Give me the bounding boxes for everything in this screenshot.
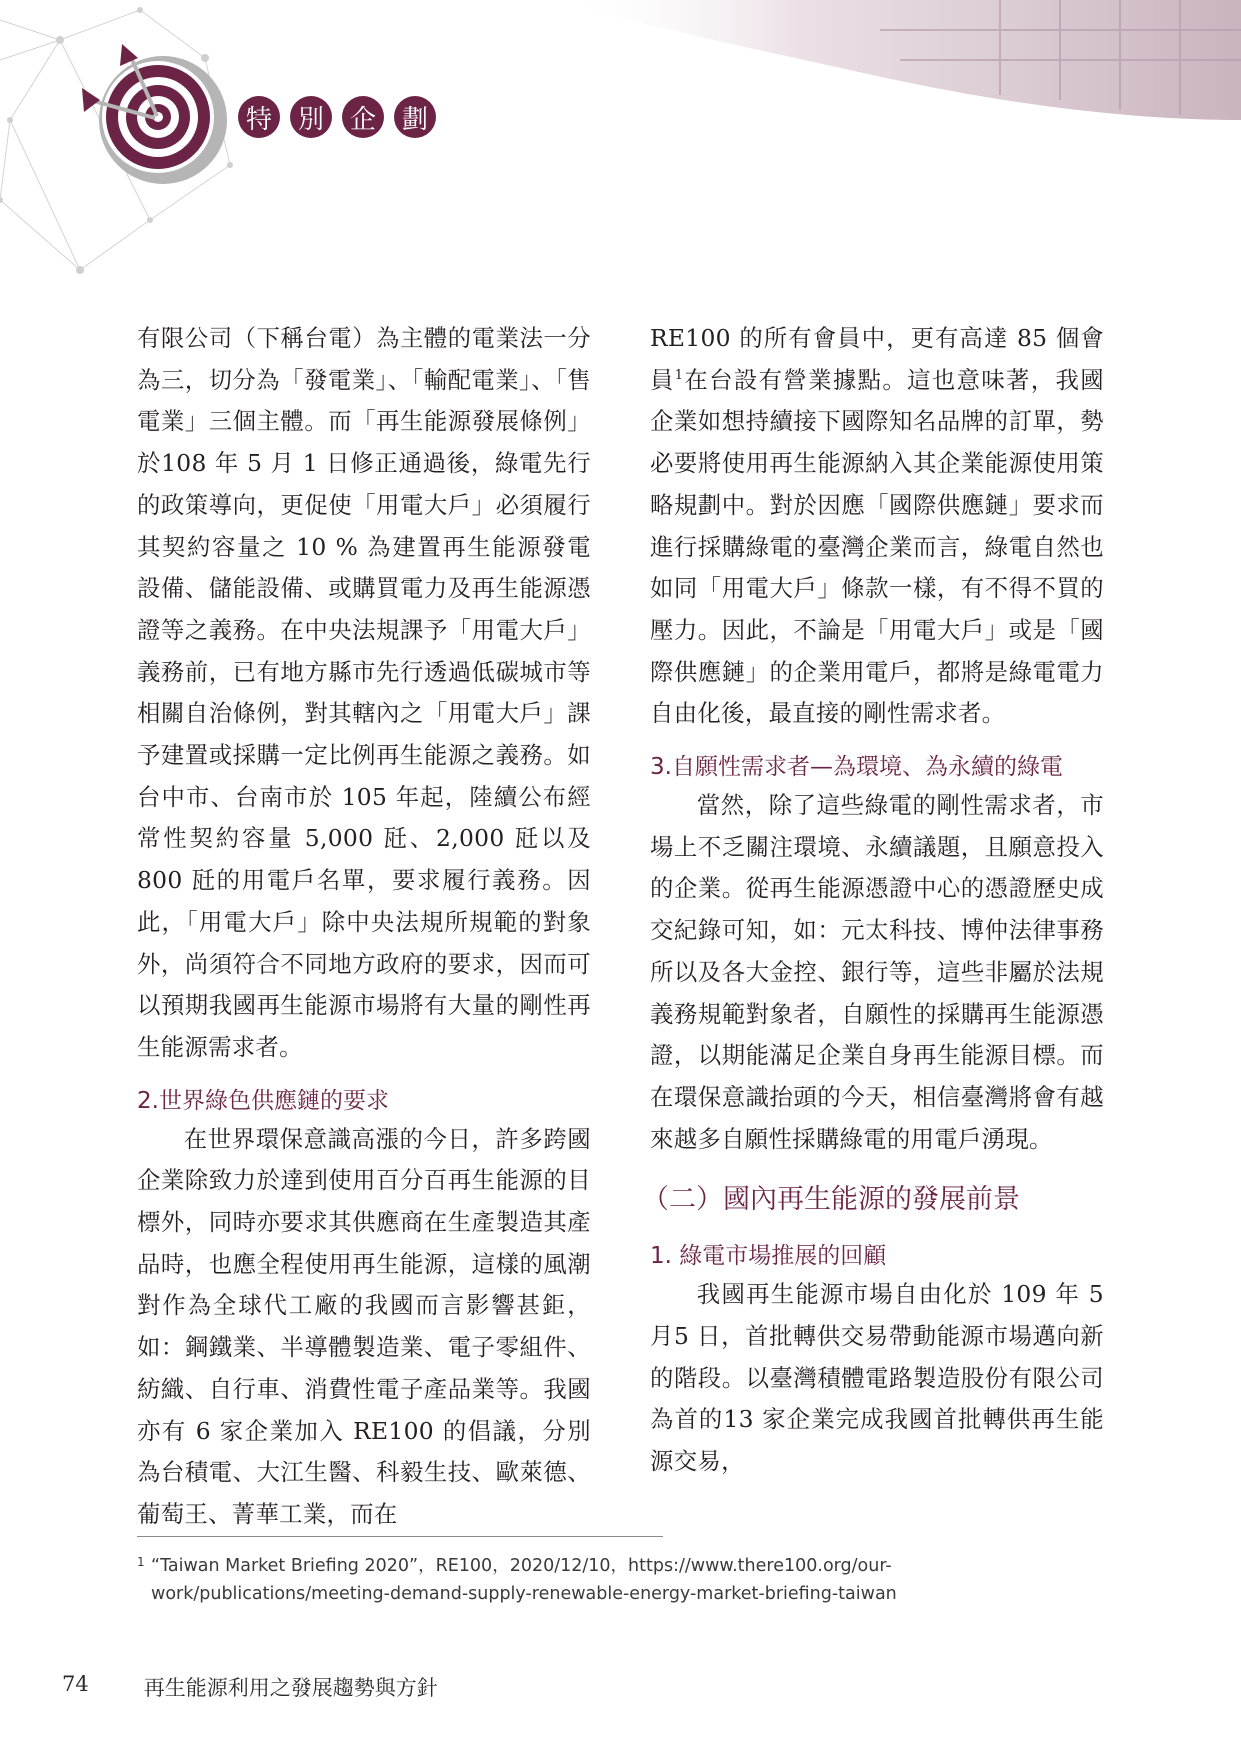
section-badges [238,96,436,138]
body-paragraph: 在世界環保意識高漲的今日，許多跨國企業除致力於達到使用百分百再生能源的目標外，同時亦要求其供應商在生產製造其產品時，也應全程使用再生能源，這樣的風潮對作為全球代工廠的我國而言影響甚鉅，如：鋼鐵業、半導體製造業、電子零組件、紡織、自行車、消費性電子產品業等。我國亦有 6 家企業加入 RE100 的倡議，分別為台積電、大江生醫、科毅生技、歐萊德、葡萄王、菁華工業，而在 [137,1124,591,1528]
text-span: RE100 的所有會員中，更有高達 85 個會員 [650,324,1104,394]
subheading-market-review: 1. 綠電市場推展的回顧 [650,1243,887,1270]
left-column [137,318,591,1536]
badge-char: 別 [290,96,332,138]
footnote-mark: 1 [137,1555,145,1569]
footnote-text: “Taiwan Market Briefing 2020”，RE100，2020/12/10，https://www.there100.org/our-work/publications/meeting-demand-supply-renewable-energy-market-briefing-taiwan [151,1556,897,1604]
footnote [137,1552,1112,1608]
body-paragraph [650,318,1104,735]
header-decoration [0,0,1241,300]
badge-char: 企 [342,96,384,138]
body-paragraph: 有限公司（下稱台電）為主體的電業法一分為三，切分為「發電業」、「輸配電業」、「售電業」三個主體。而「再生能源發展條例」於108 年 5 月 1 日修正通過後，綠電先行的政策導向，更促使「用電大戶」必須履行其契約容量之 10 % 為建置再生能源發電設備、儲能設備、或購買電力及再生能源憑證等之義務。在中央法規課予「用電大戶」義務前，已有地方縣市先行透過低碳城市等相關自治條例，對其轄內之「用電大戶」課予建置或採購一定比例再生能源之義務。如台中市、台南市於 105 年起，陸續公布經常性契約容量 5,000 瓩、2,000 瓩以及 800 瓩的用電戶名單，要求履行義務。因此，「用電大戶」除中央法規所規範的對象外，尚須符合不同地方政府的要求，因而可以預期我國再生能源市場將有大量的剛性再生能源需求者。 [137,324,591,1061]
subheading-green-supply-chain: 2.世界綠色供應鏈的要求 [137,1087,389,1114]
body-paragraph: 當然，除了這些綠電的剛性需求者，市場上不乏關注環境、永續議題，且願意投入的企業。從再生能源憑證中心的憑證歷史成交紀錄可知，如：元太科技、博仲法律事務所以及各大金控、銀行等，這些非屬於法規義務規範對象者，自願性的採購再生能源憑證，以期能滿足企業自身再生能源目標。而在環保意識抬頭的今天，相信臺灣將會有越來越多自願性採購綠電的用電戶湧現。 [650,791,1104,1153]
badge-char: 特 [238,96,280,138]
section-heading: （二）國內再生能源的發展前景 [642,1184,1020,1216]
footnote-divider [137,1536,663,1537]
page-footer [62,1672,438,1702]
subheading-voluntary-demand: 3.自願性需求者—為環境、為永續的綠電 [650,754,1063,781]
footnote-ref[interactable]: 1 [674,367,684,383]
right-column [642,318,1104,1483]
badge-char: 劃 [394,96,436,138]
publication-title: 再生能源利用之發展趨勢與方針 [143,1676,438,1700]
body-paragraph: 我國再生能源市場自由化於 109 年 5 月5 日，首批轉供交易帶動能源市場邁向新的階段。以臺灣積體電路製造股份有限公司為首的13 家企業完成我國首批轉供再生能源交易， [650,1280,1104,1476]
target-icon [82,44,227,184]
text-span: 在台設有營業據點。這也意味著，我國企業如想持續接下國際知名品牌的訂單，勢必要將使用再生能源納入其企業能源使用策略規劃中。對於因應「國際供應鏈」要求而進行採購綠電的臺灣企業而言，綠電自然也如同「用電大戶」條款一樣，有不得不買的壓力。因此，不論是「用電大戶」或是「國際供應鏈」的企業用電戶，都將是綠電電力自由化後，最直接的剛性需求者。 [650,365,1104,728]
page-number: 74 [62,1672,89,1696]
